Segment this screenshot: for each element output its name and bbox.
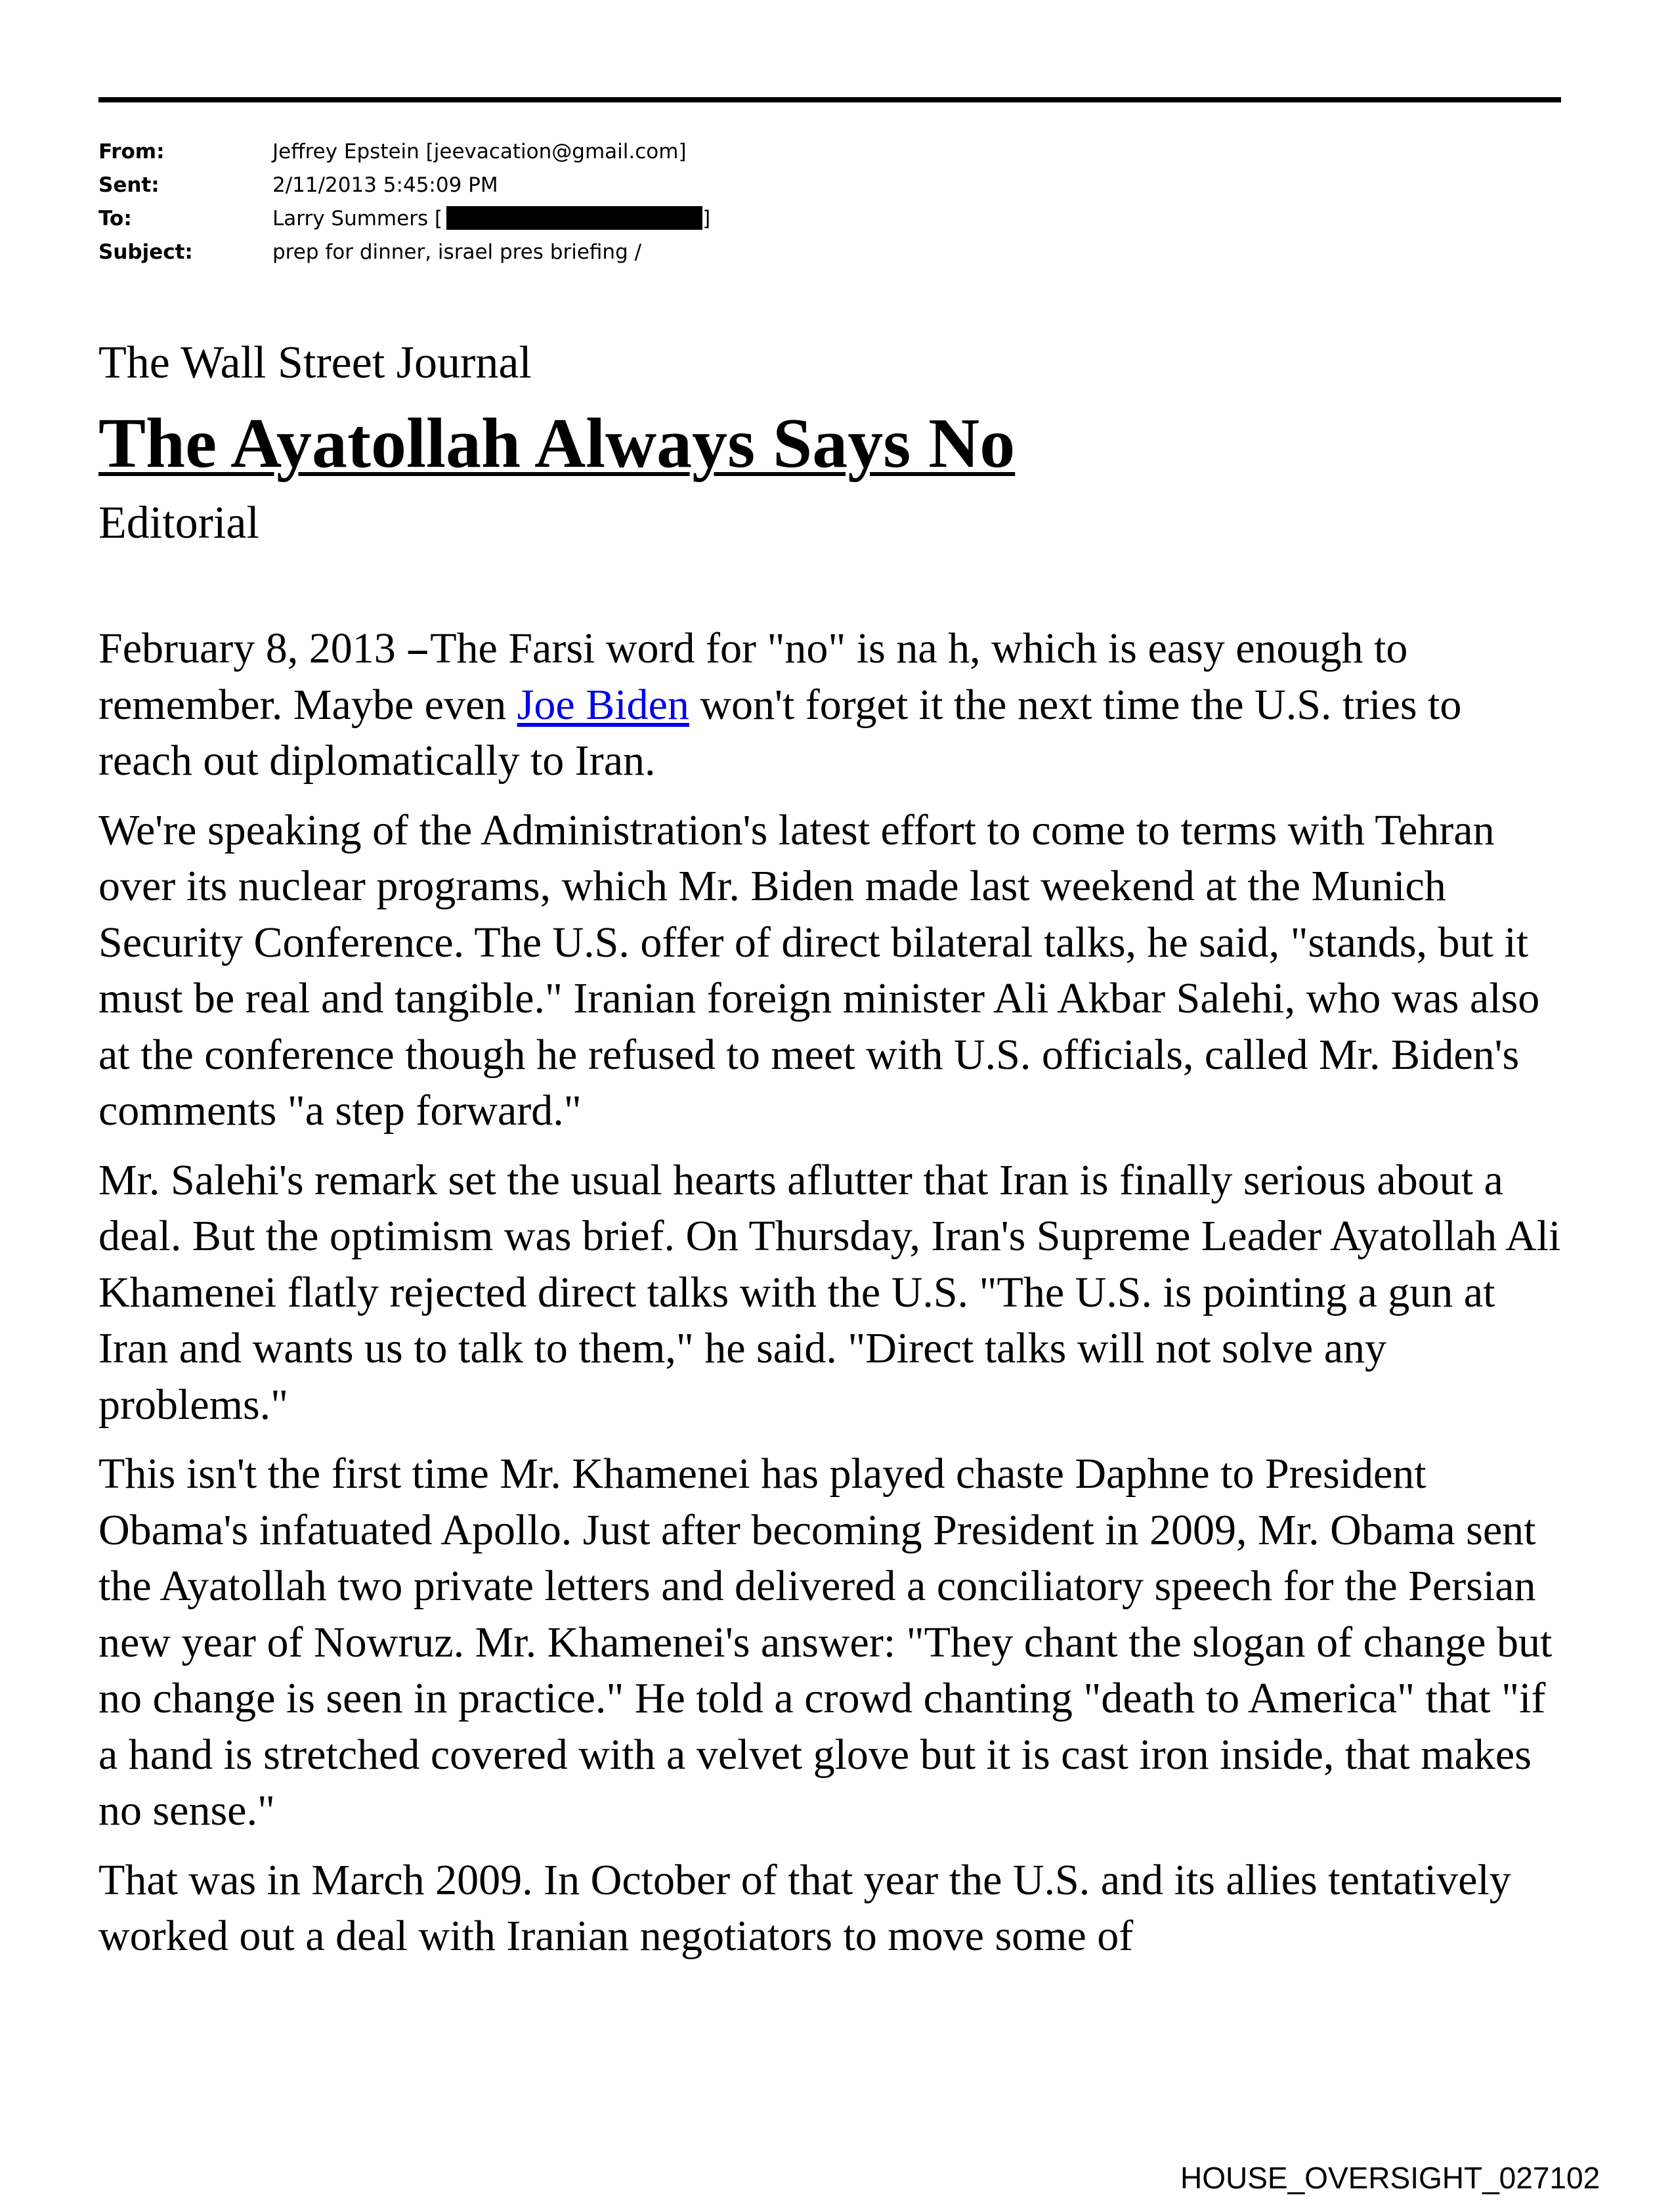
paragraph-1-text-b: won't forget it the next time the U.S. tries to reach out diplomatically to Iran. <box>98 680 1462 785</box>
to-value-group <box>272 202 710 236</box>
date-dash: -- <box>406 624 423 672</box>
subject-value: prep for dinner, israel pres briefing / <box>272 240 642 264</box>
article-section: Editorial <box>98 498 259 548</box>
from-label: From: <box>98 140 165 163</box>
joe-biden-link[interactable]: Joe Biden <box>517 680 689 729</box>
paragraph-2: We're speaking of the Administration's latest effort to come to terms with Tehran over its nuclear programs, which Mr. Biden made last weekend at the Munich Security Conference. The U.S. offer of direct bilateral talks, he said, "stands, but it must be real and tangible." Iranian foreign minister Ali Akbar Salehi, who was also at the conference though he refused to meet with U.S. officials, called Mr. Biden's comments "a step forward." <box>98 806 1540 1135</box>
paragraph-5: That was in March 2009. In October of that year the U.S. and its allies tentatively worked out a deal with Iranian negotiators to move some of <box>98 1855 1511 1960</box>
to-value: Larry Summers [ <box>272 207 443 230</box>
article-date: February 8, 2013 <box>98 624 396 672</box>
article-headline: The Ayatollah Always Says No <box>98 404 1016 483</box>
redaction-box <box>446 206 702 230</box>
bates-number: HOUSE_OVERSIGHT_027102 <box>1180 2161 1600 2195</box>
paragraph-1 <box>98 620 1562 789</box>
to-value-tail: ] <box>702 207 711 230</box>
article-body <box>98 335 1562 1978</box>
paragraph-4: This isn't the first time Mr. Khamenei has played chaste Daphne to President Obama's infatuated Apollo. Just after becoming President in 2009, Mr. Obama sent the Ayatollah two private letters and delivered a conciliatory speech for the Persian new year of Nowruz. Mr. Khamenei's answer: "They chant the slogan of change but no change is seen in practice." He told a crowd chanting "death to America" that "if a hand is stretched covered with a velvet glove but it is cast iron inside, that makes no sense." <box>98 1450 1553 1834</box>
from-value: Jeffrey Epstein [jeevacation@gmail.com] <box>272 140 687 163</box>
to-label: To: <box>98 207 132 230</box>
paragraph-3: Mr. Salehi's remark set the usual hearts aflutter that Iran is finally serious about a deal. But the optimism was brief. On Thursday, Iran's Supreme Leader Ayatollah Ali Khamenei flatly rejected direct talks with the U.S. "The U.S. is pointing a gun at Iran and wants us to talk to them," he said. "Direct talks will not solve any problems." <box>98 1156 1561 1429</box>
subject-label: Subject: <box>98 240 193 264</box>
sent-value: 2/11/2013 5:45:09 PM <box>272 173 498 197</box>
header-divider <box>98 97 1561 102</box>
sent-label: Sent: <box>98 173 160 197</box>
paragraph-1-text-a: The Farsi word for "no" is na h, which is easy enough to remember. Maybe even <box>98 624 1408 729</box>
publication-name: The Wall Street Journal <box>98 337 532 388</box>
